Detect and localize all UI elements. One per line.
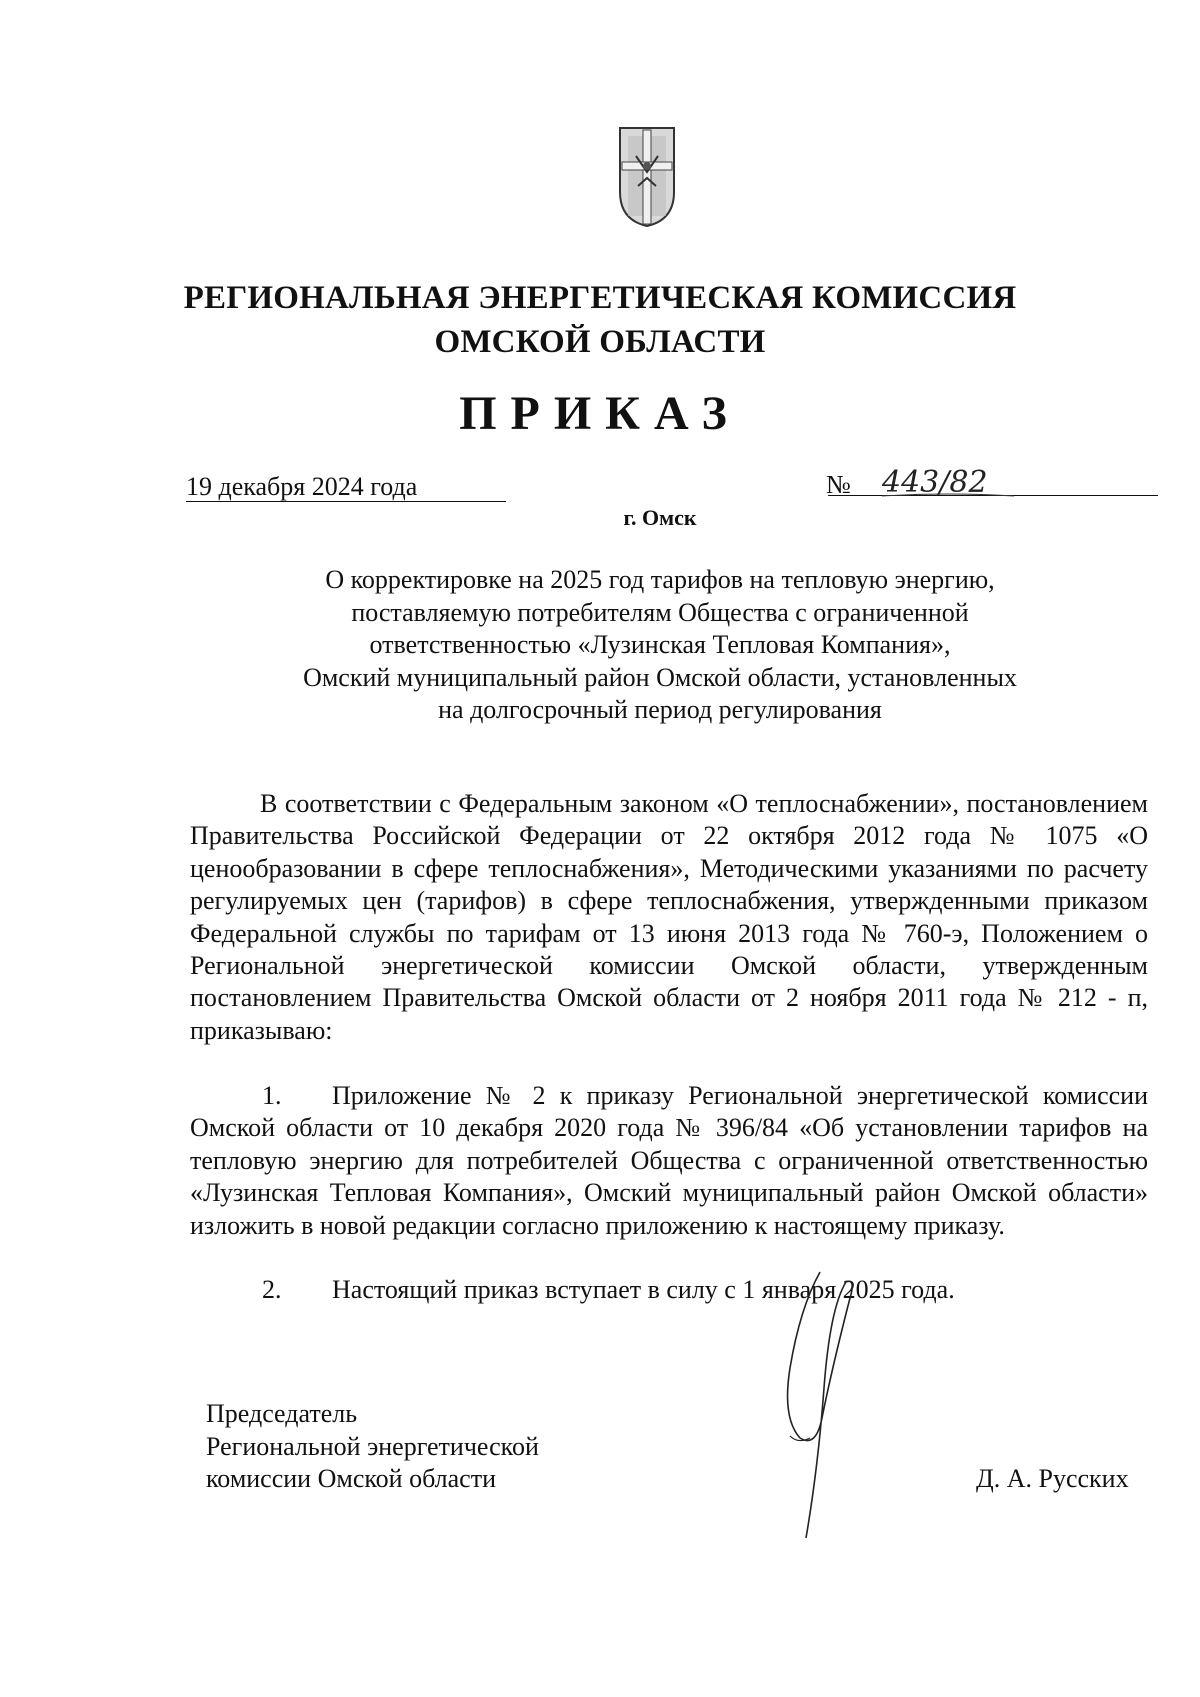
document-subject — [200, 564, 1120, 727]
subject-line: О корректировке на 2025 год тарифов на тепловую энергию, — [325, 565, 995, 594]
coat-of-arms-emblem-icon — [618, 126, 676, 228]
order-item-2 — [190, 1274, 1148, 1306]
subject-line: ответственностью «Лузинская Тепловая Компания», — [369, 630, 951, 659]
handwritten-number-text: 443/82 — [882, 465, 988, 500]
subject-line: поставляемую потребителям Общества с ограниченной — [351, 597, 969, 627]
document-type-title: ПРИКАЗ — [459, 387, 741, 440]
order-item-1 — [190, 1080, 1148, 1242]
item-number: 2. — [262, 1275, 282, 1304]
signatory-position-line: Председатель — [206, 1399, 358, 1428]
subject-line: на долгосрочный период регулирования — [438, 695, 882, 724]
document-date: 19 декабря 2024 года — [186, 472, 418, 501]
handwritten-signature-icon — [760, 1268, 880, 1548]
document-number-label: № — [826, 470, 851, 499]
subject-line: Омский муниципальный район Омской области, установленных — [303, 662, 1017, 692]
item-text: Приложение № 2 к приказу Региональной энергетической комиссии Омской области от 10 декабря 2020 года № 396/84 «Об установлении тарифов на тепловую энергию для потребителей Общества с ограниченной ответственностью «Лузинская Тепловая Компания», Омский муниципальный район Омской области» изложить в новой редакции согласно приложению к настоящему приказу. — [190, 1081, 1148, 1240]
item-number: 1. — [262, 1081, 282, 1110]
handwritten-document-number — [878, 462, 1018, 502]
organization-name-line2: ОМСКОЙ ОБЛАСТИ — [434, 324, 766, 360]
signatory-position-line: Региональной энергетической — [206, 1431, 539, 1461]
date-underline — [186, 501, 506, 502]
preamble-paragraph: В соответствии с Федеральным законом «О теплоснабжении», постановлением Правительства Российской Федерации от 22 октября 2012 года № 1075 «О ценообразовании в сфере теплоснабжения», Методическими указаниями по расчету регулируемых цен (тарифов) в сфере теплоснабжения, утвержденными приказом Федеральной службы по тарифам от 13 июня 2013 года № 760-э, Положением о Региональной энергетической комиссии Омской области, утвержденным постановлением Правительства Омской области от 2 ноября 2011 года № 212 - п, приказываю: — [190, 789, 1148, 1045]
organization-name-line1: РЕГИОНАЛЬНАЯ ЭНЕРГЕТИЧЕСКАЯ КОМИССИЯ — [183, 280, 1017, 316]
item-text: Настоящий приказ вступает в силу с 1 января 2025 года. — [332, 1275, 955, 1304]
signatory-position-line: комиссии Омской области — [206, 1464, 496, 1493]
signatory-position — [206, 1398, 539, 1496]
signatory-name: Д. А. Русских — [976, 1464, 1129, 1493]
document-city: г. Омск — [623, 505, 697, 530]
